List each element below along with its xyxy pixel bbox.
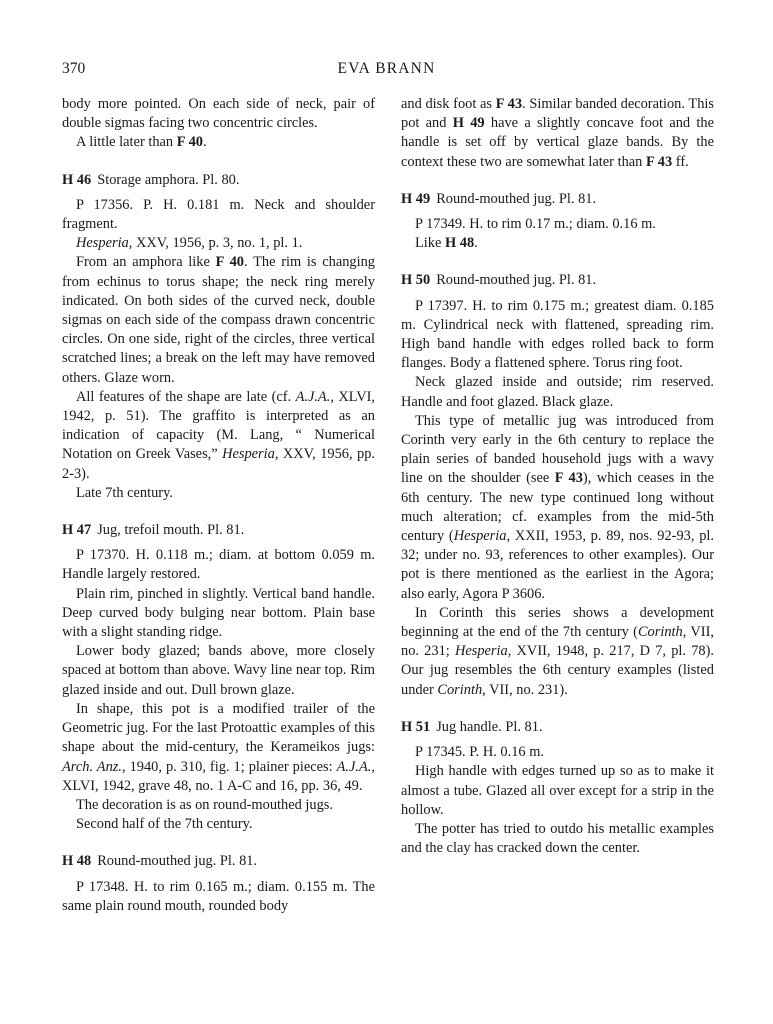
entry-h46-catalog: P 17356. P. H. 0.181 m. Neck and shoulder fragment.	[62, 196, 375, 233]
entry-h50-corinth: In Corinth this series shows a development beginning at the end of the 7th century (Corinth, VII, no. 231; Hesperia, XVII, 1948, p. 217, D 7, pl. 78). Our jug resembles the 6th century examples (listed under Corinth, VII, no. 231).	[401, 604, 714, 698]
entry-h47-date: Second half of the 7th century.	[76, 816, 253, 833]
entry-h46-description: From an amphora like F 40. The rim is changing from echinus to torus shape; the neck ring merely indicated. On both sides of the curved neck, double sigmas on each side of the compass drawn concentric circles. On one side, right of the circles, three vertical scratched lines; a break on the left may have removed others. Glaze worn.	[62, 254, 375, 386]
entry-h48-catalog: P 17348. H. to rim 0.165 m.; diam. 0.155 m. The same plain round mouth, rounded body	[62, 878, 375, 914]
entry-h47-decoration-note: The decoration is as on round-mouthed jugs.	[76, 796, 333, 813]
continued-text-date: A little later than F 40.	[76, 134, 207, 151]
entry-h51-catalog: P 17345. P. H. 0.16 m.	[415, 744, 545, 761]
entry-h46-date: Late 7th century.	[76, 484, 173, 501]
left-column	[62, 95, 375, 916]
entry-h47-shape: Plain rim, pinched in slightly. Vertical band handle. Deep curved body bulging near bottom. Plain base with a slight standing ridge.	[62, 585, 375, 641]
right-column	[401, 95, 714, 858]
entry-h49-catalog: P 17349. H. to rim 0.17 m.; diam. 0.16 m.	[415, 216, 656, 233]
entry-h47-catalog: P 17370. H. 0.118 m.; diam. at bottom 0.059 m. Handle largely restored.	[62, 547, 375, 583]
entry-h50-discussion: This type of metallic jug was introduced from Corinth very early in the 6th century to replace the plain series of banded household jugs with a wavy line on the shoulder (see F 43), which ceases in the 6th century. The new type continued long without much alteration; cf. examples from the mid-5th century (Hesperia, XXII, 1953, p. 89, nos. 92-93, pl. 32; under no. 93, references to other examples). Our pot is there mentioned as the earliest in the Agora; also early, Agora P 3606.	[401, 412, 714, 602]
entry-heading-h50: H 50 Round-mouthed jug. Pl. 81.	[401, 272, 597, 289]
entry-h47-discussion: In shape, this pot is a modified trailer of the Geometric jug. For the last Protoattic examples of this shape about the mid-century, the Kerameikos jugs: Arch. Anz., 1940, p. 310, fig. 1; plainer pieces: A.J.A., XLVI, 1942, grave 48, no. 1 A-C and 16, pp. 36, 49.	[62, 700, 375, 794]
entry-h50-glaze: Neck glazed inside and outside; rim reserved. Handle and foot glazed. Black glaze.	[401, 374, 714, 410]
page-number: 370	[62, 60, 86, 77]
entry-heading-h46: H 46 Storage amphora. Pl. 80.	[62, 171, 240, 188]
entry-h50-catalog: P 17397. H. to rim 0.175 m.; greatest diam. 0.185 m. Cylindrical neck with flattened, spreading rim. High band handle with edges rolled back to form flanges. Body a flattened sphere. Torus ring foot.	[401, 297, 714, 372]
entry-h47-decoration: Lower body glazed; bands above, more closely spaced at bottom than above. Wavy line near top. Rim glazed inside and out. Dull brown glaze.	[62, 643, 375, 698]
entry-heading-h49: H 49 Round-mouthed jug. Pl. 81.	[401, 190, 597, 207]
continued-text: body more pointed. On each side of neck, pair of double sigmas facing two concentric circles.	[62, 96, 375, 132]
entry-heading-h51: H 51 Jug handle. Pl. 81.	[401, 718, 543, 735]
entry-h51-description: High handle with edges turned up so as to make it almost a tube. Glazed all over except for a strip in the hollow.	[401, 763, 714, 818]
running-head: EVA BRANN	[337, 60, 436, 77]
entry-h46-discussion: All features of the shape are late (cf. A.J.A., XLVI, 1942, p. 51). The graffito is interpreted as an indication of capacity (M. Lang, “ Numerical Notation on Greek Vases,” Hesperia, XXV, 1956, pp. 2-3).	[62, 388, 375, 482]
continued-text-h48: and disk foot as F 43. Similar banded decoration. This pot and H 49 have a slightly concave foot and the handle is set off by vertical glaze bands. By the context these two are somewhat later than F 43 ff.	[401, 96, 714, 170]
entry-heading-h48: H 48 Round-mouthed jug. Pl. 81.	[62, 853, 258, 870]
entry-h49-comparison: Like H 48.	[415, 235, 478, 252]
entry-heading-h47: H 47 Jug, trefoil mouth. Pl. 81.	[62, 522, 245, 539]
entry-h46-bibliography: Hesperia, XXV, 1956, p. 3, no. 1, pl. 1.	[76, 235, 303, 252]
entry-h51-note: The potter has tried to outdo his metallic examples and the clay has cracked down the center.	[401, 820, 714, 857]
